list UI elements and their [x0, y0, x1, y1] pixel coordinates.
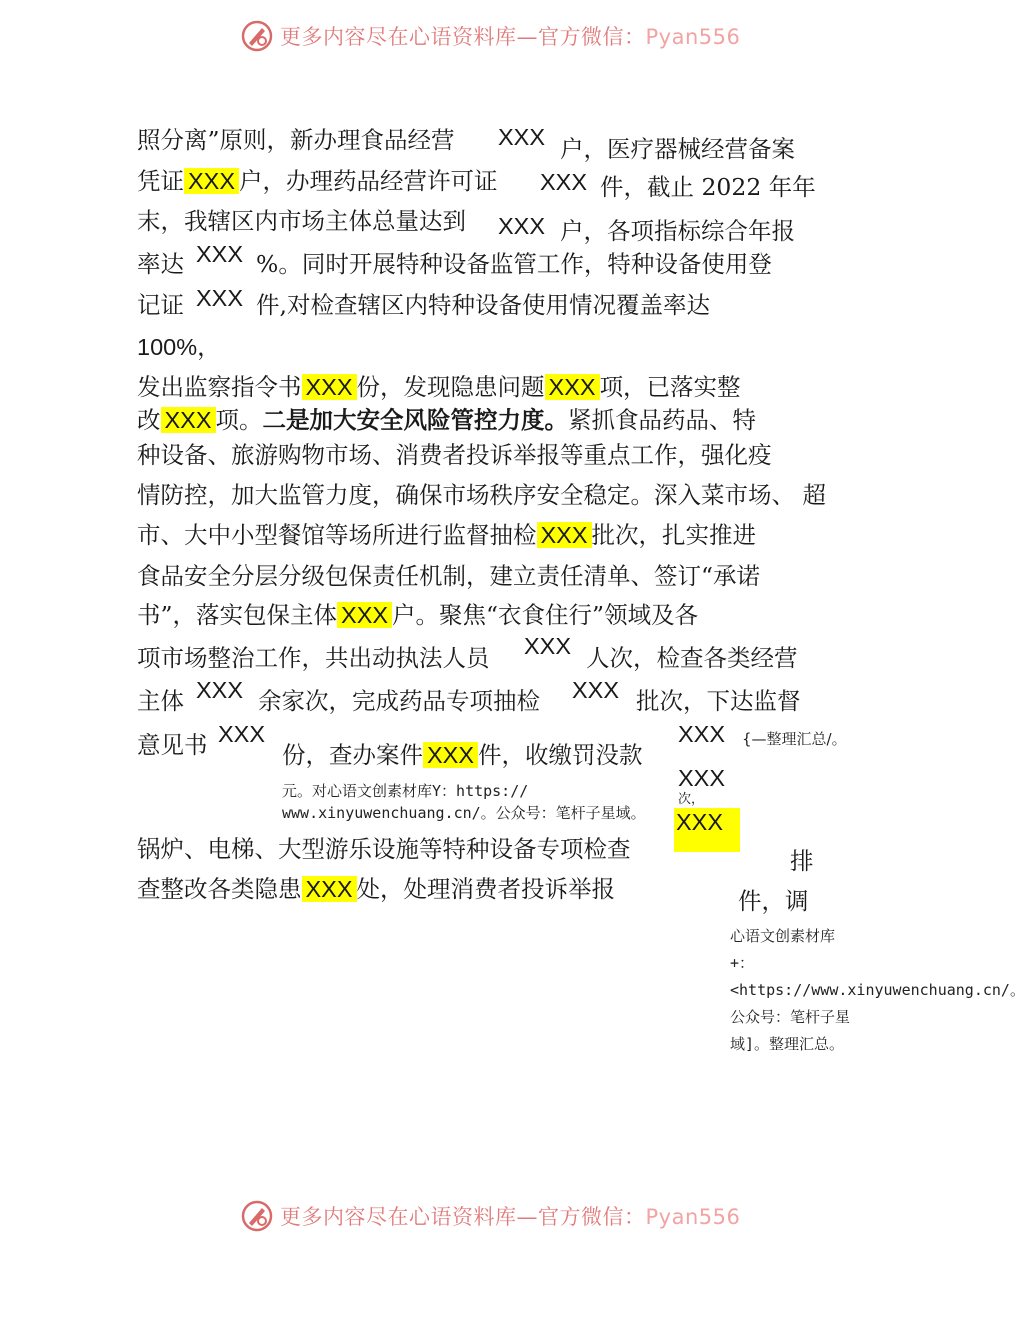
text-line: 发出监察指令书 XXX 份，发现隐患问题 XXX 项，已落实整 — [137, 373, 741, 401]
highlight-placeholder: XXX — [302, 876, 357, 902]
text-line: 查整改各类隐患 XXX 处，处理消费者投诉举报 — [137, 875, 616, 903]
text-line: 人次，检查各类经营 — [586, 644, 798, 672]
highlight-placeholder: XXX — [184, 168, 239, 194]
text-line: 照分离”原则，新办理食品经营 — [137, 126, 455, 154]
logo-icon — [240, 1199, 274, 1233]
text-line: 市、大中小型餐馆等场所进行监督抽检 XXX 批次，扎实推进 — [137, 521, 757, 549]
text-line: 件，截止 2022 年年 — [600, 173, 816, 201]
text-line: 意见书 — [137, 731, 208, 759]
placeholder-value: XXX — [196, 241, 244, 267]
placeholder-value: XXX — [678, 765, 726, 791]
placeholder-value: XXX — [218, 721, 266, 747]
text-line: %。同时开展特种设备监管工作，特种设备使用登 — [256, 250, 772, 278]
highlight-placeholder: XXX — [537, 522, 592, 548]
highlight-placeholder: XXX — [161, 407, 216, 433]
highlight-placeholder: XXX — [337, 602, 392, 628]
footer-banner — [240, 1196, 740, 1236]
text-line: 批次，下达监督 — [636, 687, 801, 715]
side-fragment: 排 — [790, 847, 814, 875]
placeholder-value: XXX — [572, 677, 620, 703]
text-line: 率达 — [137, 250, 184, 278]
text-line: 记证 — [137, 291, 184, 319]
side-fragment: {—整理汇总/。 — [742, 730, 847, 748]
text-line: 100%， — [137, 334, 221, 360]
text-line: 户，各项指标综合年报 — [560, 217, 795, 245]
header-banner — [240, 16, 740, 56]
text-line: 户，医疗器械经营备案 — [560, 135, 795, 163]
placeholder-value: XXX — [498, 124, 546, 150]
text-line: 凭证 XXX 户，办理药品经营许可证 — [137, 167, 498, 195]
banner-text: 更多内容尽在心语资料库—官方微信：Pyan556 — [280, 25, 741, 49]
bold-heading: 二是加大安全风险管控力度。 — [262, 406, 569, 434]
inline-note: www.xinyuwenchuang.cn/。公众号：笔杆子星域。 — [282, 804, 646, 822]
placeholder-value: XXX — [524, 633, 572, 659]
text-line: 件,对检查辖区内特种设备使用情况覆盖率达 — [256, 291, 710, 319]
side-note: 心语文创素材库+：<https://www.xinyuwenchuang.cn/。公众号：笔杆子星域]。整理汇总。 — [730, 927, 1025, 1053]
placeholder-value: XXX — [498, 213, 546, 239]
placeholder-value: XXX — [196, 285, 244, 311]
placeholder-value: XXX — [540, 169, 588, 195]
text-line: 种设备、旅游购物市场、消费者投诉举报等重点工作，强化疫 — [137, 441, 772, 469]
highlight-placeholder: XXX — [423, 742, 478, 768]
text-line: 余家次，完成药品专项抽检 — [258, 687, 540, 715]
text-line: 主体 — [137, 687, 184, 715]
text-line: 改 XXX 项。二是加大安全风险管控力度。紧抓食品药品、特 — [137, 406, 757, 434]
text-line: 份，查办案件 XXX 件，收缴罚没款 — [282, 741, 643, 769]
side-fragment: 次， — [678, 792, 705, 807]
text-line: 末，我辖区内市场主体总量达到 — [137, 207, 466, 235]
placeholder-value: XXX — [196, 677, 244, 703]
side-fragment: 件，调 — [738, 887, 809, 915]
placeholder-value: XXX — [678, 721, 726, 747]
highlight-placeholder: XXX — [674, 808, 740, 852]
inline-note: 元。对心语文创素材库Y：https:// — [282, 782, 529, 800]
highlight-placeholder: XXX — [545, 374, 600, 400]
banner-text: 更多内容尽在心语资料库—官方微信：Pyan556 — [280, 1205, 741, 1229]
text-line: 情防控，加大监管力度，确保市场秩序安全稳定。深入菜市场、 超 — [137, 481, 826, 509]
logo-icon — [240, 19, 274, 53]
text-line: 锅炉、电梯、大型游乐设施等特种设备专项检查 — [137, 835, 631, 863]
highlight-placeholder: XXX — [302, 374, 357, 400]
text-line: 项市场整治工作，共出动执法人员 — [137, 644, 490, 672]
text-line: 书”，落实包保主体 XXX 户。聚焦“衣食住行”领域及各 — [137, 601, 699, 629]
text-line: 食品安全分层分级包保责任机制，建立责任清单、签订“承诺 — [137, 562, 761, 590]
